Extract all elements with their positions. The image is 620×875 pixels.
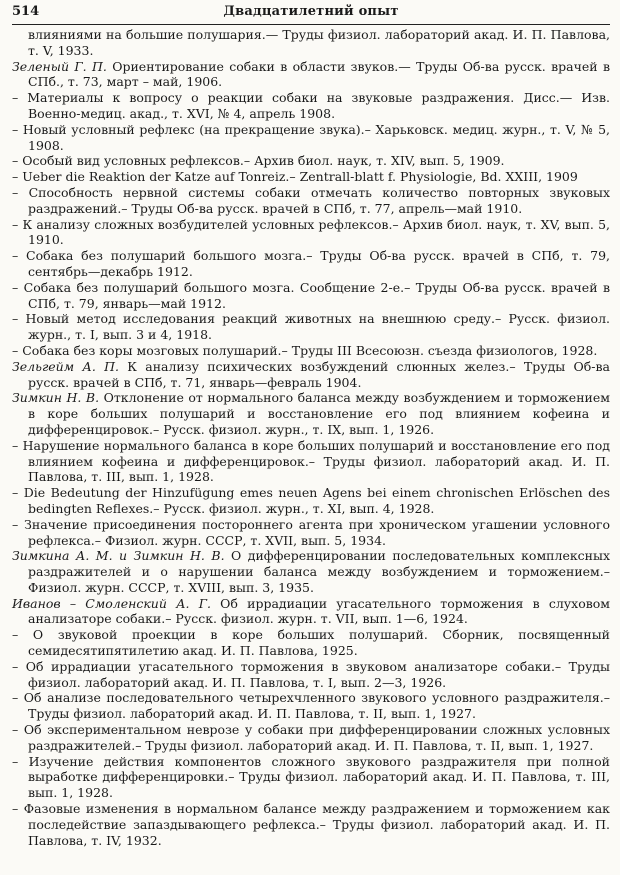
bibliography-entry (12, 801, 610, 848)
entry-text: – Изучение действия компонентов сложного звукового раздражителя при полной выработке дифференцировки.– Труды физиол. лабораторий акад. И. П. Павлова, т. III, вып. 1, 1928. (12, 753, 610, 801)
bibliography-entry (12, 122, 610, 154)
bibliography-entry (12, 390, 610, 437)
header-rule (12, 24, 610, 25)
entry-text: – Особый вид условных рефлексов.– Архив биол. наук, т. XIV, вып. 5, 1909. (12, 153, 505, 169)
entry-text: – Способность нервной системы собаки отмечать количество повторных звуковых раздражений.– Труды Об-ва русск. врачей в СПб, т. 77, апрель—май 1910. (12, 184, 610, 216)
bibliography-entry (12, 722, 610, 754)
bibliography-entry (12, 217, 610, 249)
entry-text: влияниями на большие полушария.— Труды физиол. лабораторий акад. И. П. Павлова, т. V, 1933. (28, 27, 610, 58)
entry-author: Зимкин Н. В. (12, 390, 100, 406)
bibliography-entry (12, 548, 610, 595)
entry-text: Об иррадиации угасательного торможения в слуховом анализаторе собаки.– Русск. физиол. журн. т. VII, вып. 1—6, 1924. (28, 595, 610, 627)
entry-text: – Новый метод исследования реакций животных на внешнюю среду.– Русск. физиол. журн., т. I, вып. 3 и 4, 1918. (12, 311, 610, 343)
page-header (12, 4, 610, 22)
entry-text: – Ueber die Reaktion der Katze auf Tonreiz.– Zentrall-blatt f. Physiologie, Bd. XXIII, 1909 (12, 169, 578, 185)
bibliography-entry (12, 90, 610, 122)
bibliography-entry (12, 185, 610, 217)
entry-text: – Об анализе последовательного четырехчленного звукового условного раздражителя.– Труды физиол. лабораторий акад. И. П. Павлова, т. II, вып. 1, 1927. (12, 690, 610, 722)
bibliography-entry (12, 169, 610, 185)
bibliography-entry (12, 754, 610, 801)
entry-text: – Собака без коры мозговых полушарий.– Труды III Всесоюзн. съезда физиологов, 1928. (12, 342, 598, 358)
bibliography-entry (12, 659, 610, 691)
entry-text: К анализу психических возбуждений слюнных желез.– Труды Об-ва русск. врачей в СПб, т. 71, январь—февраль 1904. (28, 358, 610, 390)
page-number: 514 (12, 4, 40, 19)
entry-text: О дифференцировании последовательных комплексных раздражителей и о нарушении баланса между возбуждением и торможением.– Физиол. журн. СССР, т. XVIII, вып. 3, 1935. (28, 548, 610, 595)
bibliography-entry (12, 690, 610, 722)
entry-author: Иванов – Смоленский А. Г. (12, 595, 211, 611)
bibliography-entry (12, 438, 610, 485)
entry-text: – К анализу сложных возбудителей условных рефлексов.– Архив биол. наук, т. XV, вып. 5, 1910. (12, 216, 610, 248)
bibliography-entry (12, 311, 610, 343)
entry-author: Зеленый Г. П. (12, 58, 107, 74)
entry-text: – Новый условный рефлекс (на прекращение звука).– Харьковск. медиц. журн., т. V, № 5, 1908. (12, 121, 610, 153)
bibliography-entry (12, 280, 610, 312)
entry-text: – Об иррадиации угасательного торможения в звуковом анализаторе собаки.– Труды физиол. лабораторий акад. И. П. Павлова, т. I, вып. 2—3, 1926. (12, 658, 610, 690)
entry-text: Отклонение от нормального баланса между возбуждением и торможением в коре больших полушарий и восстановление его под влиянием кофеина и дифференцировок.– Русск. физиол. журн., т. IX, вып. 1, 1926. (28, 390, 610, 437)
entry-author: Зимкина А. М. и Зимкин Н. В. (12, 548, 225, 564)
entry-text: – Die Bedeutung der Hinzufügung emes neuen Agens bei einem chronischen Erlöschen des bedingten Reflexes.– Русск. физиол. журн., т. XI, вып. 4, 1928. (12, 485, 610, 516)
bibliography-list (12, 27, 610, 848)
bibliography-entry (12, 343, 610, 359)
entry-text: – Фазовые изменения в нормальном балансе между раздражением и торможением как последействие запаздывающего рефлекса.– Труды физиол. лабораторий акад. И. П. Павлова, т. IV, 1932. (12, 801, 610, 848)
running-title: Двадцатилетний опыт (223, 4, 399, 19)
entry-text: Ориентирование собаки в области звуков.— Труды Об-ва русск. врачей в СПб., т. 73, март – май, 1906. (28, 58, 611, 90)
entry-author: Зельгейм А. П. (12, 358, 119, 374)
bibliography-entry (12, 27, 610, 59)
entry-text: – Собака без полушарий большого мозга. Сообщение 2-е.– Труды Об-ва русск. врачей в СПб, т. 79, январь—май 1912. (12, 279, 610, 311)
entry-text: – Нарушение нормального баланса в коре больших полушарий и восстановление его под влиянием кофеина и дифференцировок.– Труды физиол. лабораторий акад. И. П. Павлова, т. III, вып. 1, 1928. (12, 437, 610, 485)
bibliography-entry (12, 627, 610, 659)
bibliography-entry (12, 517, 610, 549)
entry-text: – Значение присоединения постороннего агента при хроническом угашении условного рефлекса.– Физиол. журн. СССР, т. XVII, вып. 5, 1934. (12, 516, 610, 548)
bibliography-entry (12, 59, 610, 91)
bibliography-entry (12, 596, 610, 628)
entry-text: – О звуковой проекции в коре больших полушарий. Сборник, посвященный семидесятипятилетию акад. И. П. Павлова, 1925. (12, 627, 610, 659)
entry-text: – Собака без полушарий большого мозга.– Труды Об-ва русск. врачей в СПб, т. 79, сентябрь—декабрь 1912. (12, 248, 610, 279)
entry-text: – Материалы к вопросу о реакции собаки на звуковые раздражения. Дисс.— Изв. Военно-медиц. акад., т. XVI, № 4, апрель 1908. (12, 90, 610, 121)
entry-text: – Об экспериментальном неврозе у собаки при дифференцировании сложных условных раздражителей.– Труды физиол. лабораторий акад. И. П. Павлова, т. II, вып. 1, 1927. (12, 722, 610, 753)
bibliography-entry (12, 248, 610, 280)
bibliography-entry (12, 485, 610, 517)
bibliography-entry (12, 359, 610, 391)
bibliography-entry (12, 153, 610, 169)
